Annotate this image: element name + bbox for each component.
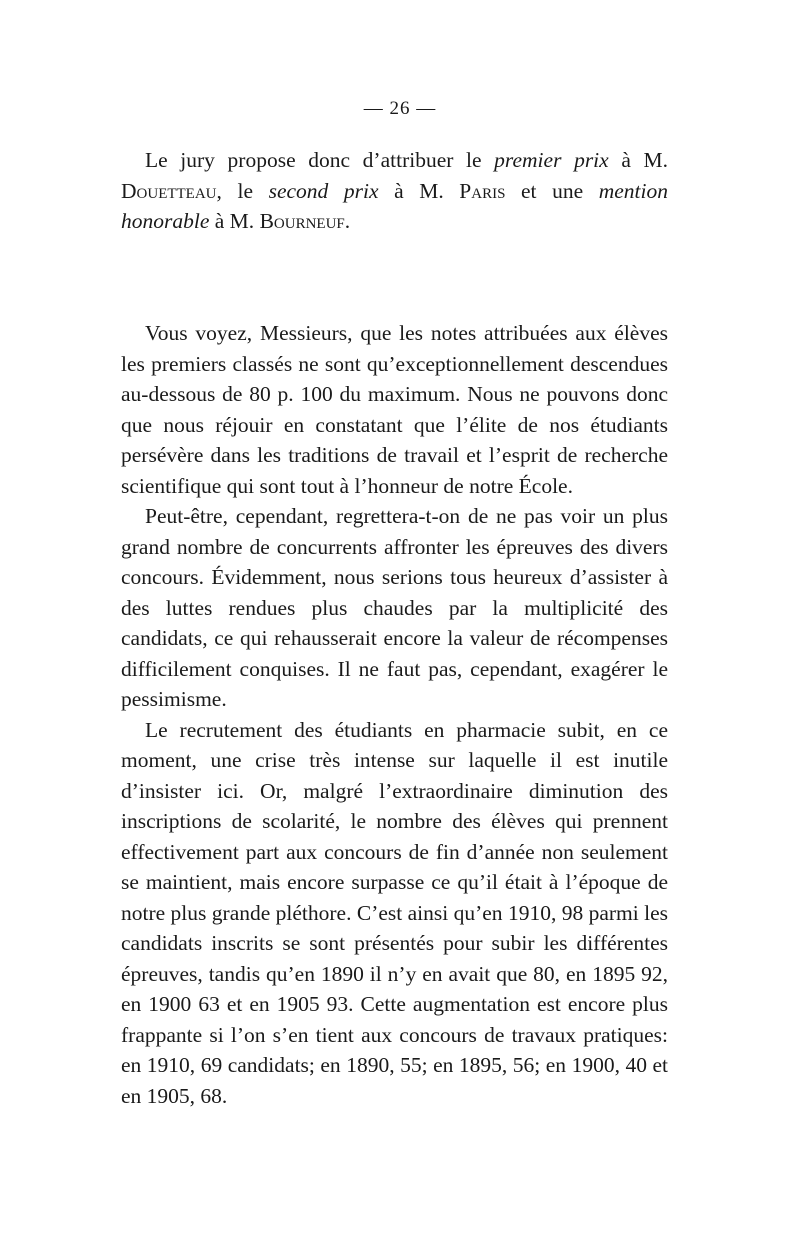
jury-text-2: à M. bbox=[608, 148, 668, 172]
name-bourneuf: Bourneuf bbox=[259, 209, 345, 233]
mention-honorable: mention honorable bbox=[121, 178, 668, 233]
paragraph-3: Le recrutement des étudiants en pharmacie subit, en ce moment, une crise très intense sur laquelle il est inutile d’insister ici. Or, malgré l’extraordinaire diminution des inscriptions de scolarité, le nombre des élèves qui prennent effectivement part aux concours de fin d’année non seulement se maintient, mais encore surpasse ce qu’il était à l’époque de notre plus grande pléthore. C’est ainsi qu’en 1910, 98 parmi les candidats inscrits se sont présentés pour subir les différentes épreuves, tandis qu’en 1890 il n’y en avait que 80, en 1895 92, en 1900 63 et en 1905 93. Cette augmentation est encore plus frappante si l’on s’en tient aux concours de travaux pratiques: en 1910, 69 candidats; en 1890, 55; en 1895, 56; en 1900, 40 et en 1905, 68. bbox=[121, 717, 668, 1108]
jury-paragraph bbox=[121, 145, 668, 237]
jury-text-6: à M. bbox=[209, 209, 260, 233]
jury-proposal bbox=[121, 145, 668, 237]
paragraph-1: Vous voyez, Messieurs, que les notes attribuées aux élèves les premiers classés ne sont qu’exceptionnellement descendues au-dessous de 80 p. 100 du maximum. Nous ne pouvons donc que nous réjouir en constatant que l’élite de nos étudiants persévère dans les traditions de travail et l’esprit de recherche scientifique qui sont tout à l’honneur de notre École. bbox=[121, 321, 668, 498]
name-douetteau: Douetteau bbox=[121, 178, 217, 203]
body-text bbox=[121, 318, 668, 1111]
paragraph-2: Peut-être, cependant, regrettera-t-on de ne pas voir un plus grand nombre de concurrents affronter les épreuves des divers concours. Évidemment, nous serions tous heureux d’assister à des luttes rendues plus chaudes par la multiplicité des candidats, ce qui rehausserait encore la valeur de récompenses difficilement conquises. Il ne faut pas, cependant, exagérer le pessimisme. bbox=[121, 504, 668, 711]
jury-text-3: , le bbox=[216, 178, 269, 203]
premier-prix: premier prix bbox=[494, 148, 609, 172]
jury-text-5: et une bbox=[505, 178, 599, 203]
second-prix: second prix bbox=[268, 178, 379, 203]
name-paris: Paris bbox=[459, 178, 506, 203]
jury-text-7: . bbox=[344, 209, 351, 233]
jury-text-4: à M. bbox=[378, 178, 460, 203]
jury-text-1: Le jury propose donc d’attribuer le bbox=[145, 148, 495, 172]
page-number: — 26 — bbox=[363, 98, 437, 119]
